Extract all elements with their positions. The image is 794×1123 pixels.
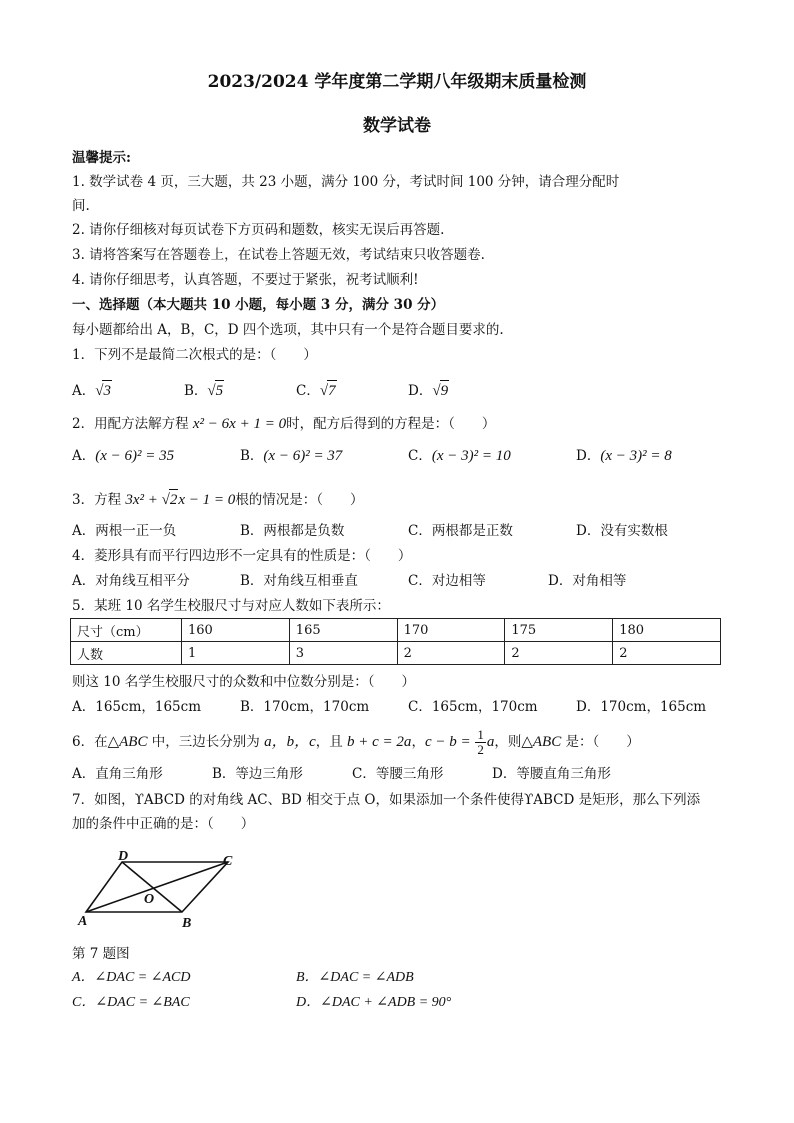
sqrt-sign: √ bbox=[432, 383, 441, 399]
q6-stem bbox=[72, 728, 640, 757]
q7-option-d: D．∠DAC + ∠ADB = 90° bbox=[296, 995, 452, 1010]
q1-option-a bbox=[72, 380, 112, 401]
table-cell: 165 bbox=[289, 619, 397, 642]
table-cell: 尺寸（cm） bbox=[71, 619, 182, 642]
q1-option-c-letter: C． bbox=[296, 383, 320, 399]
tip-1-line-a: 1. 数学试卷 4 页，三大题，共 23 小题，满分 100 分，考试时间 100 分钟，请合理分配时 bbox=[72, 174, 620, 190]
label-b: B bbox=[182, 916, 192, 930]
q3-eq-a: 3x² + bbox=[125, 492, 162, 508]
q6-option-b: B．等边三角形 bbox=[212, 766, 303, 782]
q6-sep: ， bbox=[411, 734, 425, 750]
q6-fraction-denominator: 2 bbox=[477, 742, 484, 757]
q4-stem: 4．菱形具有而平行四边形不一定具有的性质是：（ ） bbox=[72, 548, 412, 564]
q5-stem: 5．某班 10 名学生校服尺寸与对应人数如下表所示： bbox=[72, 598, 390, 614]
table-cell: 175 bbox=[505, 619, 613, 642]
q2-option-a-eq: (x − 6)² = 35 bbox=[95, 448, 175, 464]
table-cell: 2 bbox=[505, 642, 613, 665]
q1-option-a-radicand: 3 bbox=[102, 380, 112, 401]
q2-option-a bbox=[72, 446, 174, 466]
tip-4: 4. 请你仔细思考，认真答题，不要过于紧张，祝考试顺利! bbox=[72, 272, 419, 288]
q1-option-d-letter: D． bbox=[408, 383, 433, 399]
q2-stem-a: 2．用配方法解方程 bbox=[72, 416, 193, 432]
q6-option-d: D．等腰直角三角形 bbox=[492, 766, 611, 782]
q6-fraction bbox=[475, 728, 486, 757]
q5-size-table bbox=[70, 618, 721, 665]
q3-option-c: C．两根都是正数 bbox=[408, 523, 513, 539]
exam-title: 2023/2024 学年度第二学期八年级期末质量检测 bbox=[207, 72, 587, 92]
q3-stem bbox=[72, 489, 364, 510]
q2-stem bbox=[72, 414, 495, 434]
q2-option-a-letter: A． bbox=[72, 448, 96, 464]
section-1-heading: 一、选择题（本大题共 10 小题，每小题 3 分，满分 30 分） bbox=[72, 297, 445, 313]
label-a: A bbox=[78, 914, 88, 929]
q6-vars: a，b，c bbox=[264, 734, 316, 750]
q6-fraction-numerator: 1 bbox=[477, 727, 484, 742]
q7-option-a: A．∠DAC = ∠ACD bbox=[72, 970, 191, 985]
q7-option-c: C．∠DAC = ∠BAC bbox=[72, 995, 190, 1010]
q6-triangle-2: △ABC bbox=[521, 734, 562, 750]
q7-figure-caption: 第 7 题图 bbox=[72, 946, 130, 962]
q6-eq-1: b + c = 2a bbox=[347, 734, 412, 750]
q2-option-c-eq: (x − 3)² = 10 bbox=[431, 448, 511, 464]
q5-followup: 则这 10 名学生校服尺寸的众数和中位数分别是：（ ） bbox=[72, 674, 416, 690]
q7-stem-line-1: 7．如图，ϒABCD 的对角线 AC、BD 相交于点 O，如果添加一个条件使得ϒABCD 是矩形，那么下列添 bbox=[72, 792, 701, 808]
q1-option-b-letter: B． bbox=[184, 383, 208, 399]
q4-option-b: B．对角线互相垂直 bbox=[240, 573, 358, 589]
q3-stem-a: 3．方程 bbox=[72, 492, 126, 508]
tips-heading: 温馨提示: bbox=[72, 150, 131, 166]
q1-option-d bbox=[408, 380, 449, 401]
q6-stem-e: 是：（ ） bbox=[561, 734, 640, 750]
table-row bbox=[71, 642, 721, 665]
q4-option-a: A．对角线互相平分 bbox=[72, 573, 190, 589]
q2-stem-b: 时，配方后得到的方程是：（ ） bbox=[286, 416, 496, 432]
q1-option-a-letter: A． bbox=[72, 383, 96, 399]
q2-equation: x² − 6x + 1 = 0 bbox=[192, 416, 287, 432]
q3-stem-b: 根的情况是：（ ） bbox=[235, 492, 364, 508]
q4-option-c: C．对边相等 bbox=[408, 573, 486, 589]
sqrt-sign: √ bbox=[207, 383, 216, 399]
q5-option-a: A．165cm，165cm bbox=[72, 699, 202, 715]
table-cell: 1 bbox=[182, 642, 290, 665]
q7-option-b: B．∠DAC = ∠ADB bbox=[296, 970, 414, 985]
table-cell: 180 bbox=[613, 619, 721, 642]
q4-option-d: D．对角相等 bbox=[548, 573, 627, 589]
label-o: O bbox=[144, 892, 155, 907]
q1-stem: 1．下列不是最简二次根式的是：（ ） bbox=[72, 347, 317, 363]
q6-triangle: △ABC bbox=[107, 734, 148, 750]
sqrt-sign: √ bbox=[161, 492, 170, 508]
q5-option-b: B．170cm，170cm bbox=[240, 699, 370, 715]
q6-option-c: C．等腰三角形 bbox=[352, 766, 444, 782]
q3-option-a: A．两根一正一负 bbox=[72, 523, 177, 539]
q5-option-c: C．165cm，170cm bbox=[408, 699, 538, 715]
q1-option-c-radicand: 7 bbox=[327, 380, 337, 401]
q3-eq-b: x − 1 = 0 bbox=[178, 492, 236, 508]
q2-option-b bbox=[240, 446, 342, 466]
q2-option-d bbox=[576, 446, 672, 466]
table-cell: 2 bbox=[613, 642, 721, 665]
q2-option-b-eq: (x − 6)² = 37 bbox=[263, 448, 343, 464]
table-cell: 170 bbox=[397, 619, 505, 642]
tip-3: 3. 请将答案写在答题卷上，在试卷上答题无效，考试结束只收答题卷. bbox=[72, 247, 485, 263]
q5-option-d: D．170cm，165cm bbox=[576, 699, 707, 715]
q2-option-b-letter: B． bbox=[240, 448, 264, 464]
tip-1-line-b: 间. bbox=[72, 198, 90, 214]
q2-option-d-letter: D． bbox=[576, 448, 601, 464]
section-1-intro: 每小题都给出 A，B，C，D 四个选项，其中只有一个是符合题目要求的. bbox=[72, 322, 504, 338]
table-cell: 160 bbox=[182, 619, 290, 642]
label-d: D bbox=[118, 849, 129, 864]
q1-option-c bbox=[296, 380, 337, 401]
q2-option-c bbox=[408, 446, 511, 466]
q6-stem-a: 6．在 bbox=[72, 734, 108, 750]
sqrt-sign: √ bbox=[319, 383, 329, 399]
q1-option-d-radicand: 9 bbox=[440, 380, 450, 401]
q1-option-b-radicand: 5 bbox=[215, 380, 225, 401]
q6-option-a: A．直角三角形 bbox=[72, 766, 163, 782]
q3-radicand: 2 bbox=[169, 489, 179, 510]
table-cell: 2 bbox=[397, 642, 505, 665]
sqrt-sign: √ bbox=[95, 383, 104, 399]
q6-stem-b: 中，三边长分别为 bbox=[147, 734, 265, 750]
q6-eq-2: c − b = bbox=[424, 734, 475, 750]
table-row bbox=[71, 619, 721, 642]
exam-subtitle: 数学试卷 bbox=[363, 116, 431, 136]
q7-stem-line-2: 加的条件中正确的是：（ ） bbox=[72, 816, 255, 832]
tip-2: 2. 请你仔细核对每页试卷下方页码和题数，核实无误后再答题. bbox=[72, 222, 445, 238]
q7-parallelogram-figure bbox=[72, 848, 242, 930]
q6-stem-d: ，则 bbox=[494, 734, 522, 750]
diagonal-ac bbox=[86, 862, 228, 912]
q6-stem-c: ，且 bbox=[315, 734, 348, 750]
q3-option-b: B．两根都是负数 bbox=[240, 523, 345, 539]
q1-option-b bbox=[184, 380, 224, 401]
table-cell: 人数 bbox=[71, 642, 182, 665]
q6-eq-2-tail: a bbox=[486, 734, 495, 750]
label-c: C bbox=[223, 854, 233, 869]
table-cell: 3 bbox=[289, 642, 397, 665]
q2-option-d-eq: (x − 3)² = 8 bbox=[600, 448, 672, 464]
q2-option-c-letter: C． bbox=[408, 448, 432, 464]
q3-option-d: D．没有实数根 bbox=[576, 523, 668, 539]
